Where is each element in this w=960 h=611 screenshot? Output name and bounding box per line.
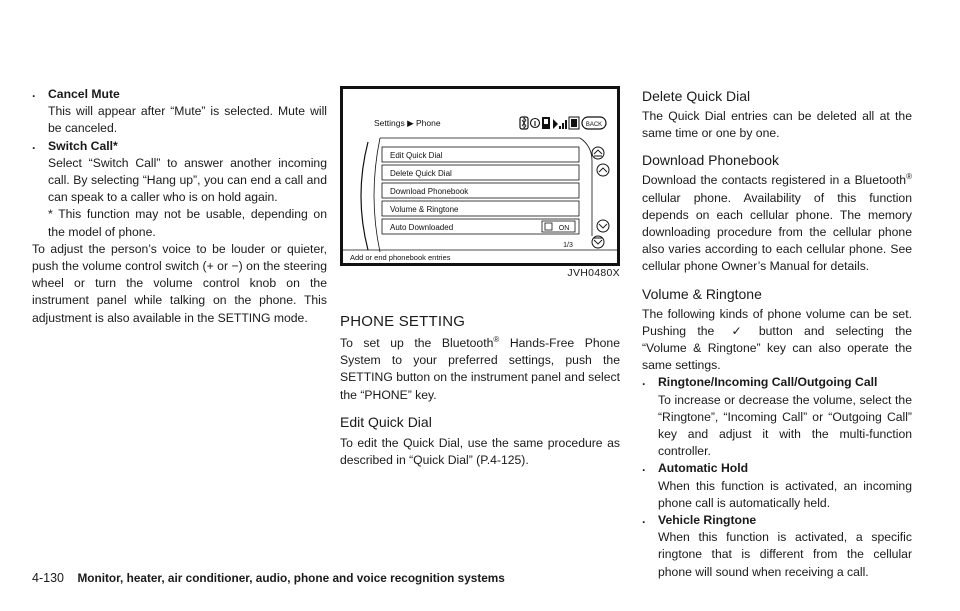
edit-quick-dial-heading: Edit Quick Dial — [340, 413, 432, 430]
svg-text:Volume & Ringtone: Volume & Ringtone — [390, 205, 459, 214]
bullet-cancel-mute: . Cancel Mute — [32, 86, 120, 101]
page-count: 1/3 — [563, 242, 573, 249]
edit-quick-dial-paragraph: To edit the Quick Dial, use the same procedure as described in “Quick Dial” (P.4-125). — [340, 435, 620, 468]
bullet-switch-call: . Switch Call* — [32, 137, 118, 153]
scroll-up-icon[interactable] — [597, 164, 609, 176]
voice-volume-paragraph: To adjust the person’s voice to be louder or quieter, push the volume control switch (+ or −) on the steering wheel or turn the volume control knob on the instrument panel while talking on the phone. This adjustment is also available in the SETTING mode. — [32, 241, 327, 325]
phone-icon — [569, 117, 579, 129]
download-phonebook-paragraph: Download the contacts registered in a Bluetooth® cellular phone. Availability of this function depends on each cellular phone. The memory downloading procedure from the cellular phone also varies according to each cellular phone. See cellular phone Owner’s Manual for details. — [642, 172, 912, 274]
bullet-vehicle-ringtone: . Vehicle Ringtone — [642, 512, 757, 528]
volume-ringtone-heading: Volume & Ringtone — [642, 285, 762, 302]
scroll-down-bottom-icon[interactable] — [592, 236, 604, 248]
phone-button-icon: ✓ — [731, 323, 742, 338]
column-left — [32, 86, 327, 327]
footer-title: Monitor, heater, air conditioner, audio, phone and voice recognition systems — [77, 571, 505, 585]
delete-quick-dial-heading: Delete Quick Dial — [642, 88, 751, 104]
bullet-ringtone-calls: . Ringtone/Incoming Call/Outgoing Call — [642, 374, 878, 390]
column-middle — [340, 312, 620, 469]
switch-call-note: * This function may not be usable, depending on the model of phone. — [48, 207, 327, 239]
toggle-label: ON — [558, 225, 570, 232]
screen-breadcrumb: Settings ▶ Phone — [374, 118, 441, 128]
screen-image — [340, 86, 620, 266]
ringtone-calls-desc: To increase or decrease the volume, select the “Ringtone”, “Incoming Call” or “Outgoing Call” key and adjust it with the multi-function controller. — [658, 392, 912, 459]
svg-text:Auto Downloaded: Auto Downloaded — [390, 223, 454, 232]
figure-id: JVH0480X — [567, 267, 620, 279]
menu-item-auto-downloaded[interactable] — [382, 219, 579, 234]
screen-status-hint: Add or end phonebook entries — [350, 253, 451, 262]
volume-ringtone-paragraph: The following kinds of phone volume can be set. Pushing the ✓ button and selecting the “Volume & Ringtone” key can also operate the same settings. — [642, 306, 913, 373]
back-button[interactable] — [582, 117, 606, 129]
auto-download-toggle[interactable] — [542, 221, 575, 232]
bullet-automatic-hold: . Automatic Hold — [642, 460, 749, 476]
page-number: 4-130 — [32, 571, 64, 585]
phone-battery-icon — [542, 117, 550, 129]
delete-quick-dial-paragraph: The Quick Dial entries can be deleted all at the same time or one by one. — [642, 109, 912, 141]
switch-call-desc: Select “Switch Call” to answer another incoming call. By selecting “Hang up”, you can end a call and can speak to a caller who is on hold again. — [48, 155, 327, 205]
download-phonebook-heading: Download Phonebook — [642, 152, 779, 169]
back-button-label: BACK — [585, 122, 603, 128]
svg-text:Delete Quick Dial: Delete Quick Dial — [390, 169, 452, 178]
page-footer — [32, 570, 505, 586]
svg-text:Download Phonebook: Download Phonebook — [390, 187, 469, 196]
vehicle-ringtone-desc: When this function is activated, a specific ringtone that is different from the cellular phone will sound when receiving a call. — [658, 530, 912, 579]
svg-text:Edit Quick Dial: Edit Quick Dial — [390, 151, 443, 160]
phone-setting-heading: PHONE SETTING — [340, 313, 466, 330]
menu-item-download-phonebook[interactable] — [382, 183, 579, 198]
menu-item-volume-ringtone[interactable] — [382, 201, 579, 216]
column-right — [642, 86, 912, 581]
cancel-mute-desc: This will appear after “Mute” is selected. Mute will be canceled. — [48, 104, 327, 136]
menu-item-edit-quick-dial[interactable] — [382, 147, 579, 162]
phone-settings-screen-figure — [340, 86, 620, 282]
scroll-up-top-icon[interactable] — [592, 147, 604, 159]
menu-item-delete-quick-dial[interactable] — [382, 165, 579, 180]
automatic-hold-desc: When this function is activated, an incoming phone call is automatically held. — [658, 478, 912, 510]
phone-setting-paragraph: To set up the Bluetooth® Hands-Free Phone System to your preferred settings, push the SETTING button on the instrument panel and select the “PHONE” key. — [340, 334, 620, 402]
scroll-down-icon[interactable] — [597, 220, 609, 232]
